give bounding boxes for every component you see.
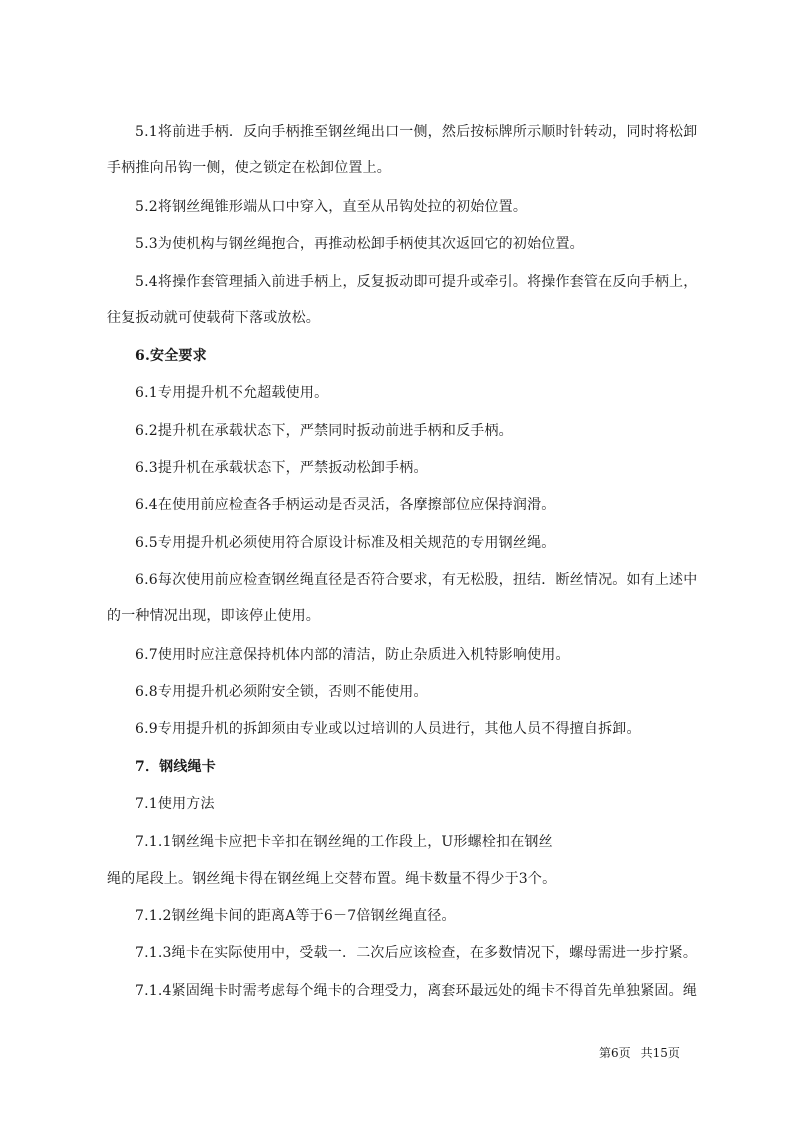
paragraph-7-1-4: 7.1.4紧固绳卡时需考虑每个绳卡的合理受力，离套环最远处的绳卡不得首先单独紧固。绳 [135,983,698,999]
paragraph-6-7: 6.7使用时应注意保持机体内部的清洁，防止杂质进入机特影响使用。 [135,647,570,663]
paragraph-7-1-1-line-2: 绳的尾段上。钢丝绳卡得在钢丝绳上交替布置。绳卡数量不得少于3个。 [107,871,557,887]
paragraph-5-3: 5.3为使机构与钢丝绳抱合，再推动松卸手柄使其次返回它的初始位置。 [135,236,584,252]
page-number-total: 共15页 [640,1046,680,1060]
paragraph-7-1-3: 7.1.3绳卡在实际使用中，受载一．二次后应该检查，在多数情况下，螺母需进一步拧紧。 [135,945,698,961]
section-heading-6: 6.安全要求 [135,348,207,364]
paragraph-6-5: 6.5专用提升机必须使用符合原设计标准及相关规范的专用钢丝绳。 [135,535,556,551]
page-footer [599,1045,680,1061]
section-heading-7: 7．钢线绳卡 [135,759,216,775]
paragraph-5-4-line-2: 往复扳动就可使载荷下落或放松。 [107,310,320,326]
paragraph-6-9: 6.9专用提升机的拆卸须由专业或以过培训的人员进行，其他人员不得擅自拆卸。 [135,721,641,737]
paragraph-6-8: 6.8专用提升机必须附安全锁，否则不能使用。 [135,684,428,700]
paragraph-5-4-line-1: 5.4将操作套管理插入前进手柄上，反复扳动即可提升或牵引。将操作套管在反向手柄上， [135,274,698,290]
paragraph-6-2: 6.2提升机在承载状态下，严禁同时扳动前进手柄和反手柄。 [135,423,513,439]
paragraph-6-6-line-1: 6.6每次使用前应检查钢丝绳直径是否符合要求，有无松股，扭结．断丝情况。如有上述中 [135,572,698,588]
paragraph-7-1-2: 7.1.2钢丝绳卡间的距离A等于6－7倍钢丝绳直径。 [135,908,456,924]
paragraph-6-4: 6.4在使用前应检查各手柄运动是否灵活，各摩擦部位应保持润滑。 [135,497,556,513]
paragraph-5-1-line-1: 5.1将前进手柄．反向手柄推至钢丝绳出口一侧，然后按标牌所示顺时针转动，同时将松卸 [135,124,698,140]
paragraph-5-1-line-2: 手柄推向吊钩一侧，使之锁定在松卸位置上。 [107,160,391,176]
paragraph-6-6-line-2: 的一种情况出现，即该停止使用。 [107,608,320,624]
paragraph-5-2: 5.2将钢丝绳锥形端从口中穿入，直至从吊钩处拉的初始位置。 [135,199,528,215]
paragraph-6-3: 6.3提升机在承载状态下，严禁扳动松卸手柄。 [135,460,428,476]
paragraph-7-1: 7.1使用方法 [135,796,215,812]
paragraph-7-1-1-line-1: 7.1.1钢丝绳卡应把卡辛扣在钢丝绳的工作段上，U形螺栓扣在钢丝 [135,834,553,850]
page-number-current: 第6页 [599,1046,631,1060]
paragraph-6-1: 6.1专用提升机不允超载使用。 [135,385,329,401]
